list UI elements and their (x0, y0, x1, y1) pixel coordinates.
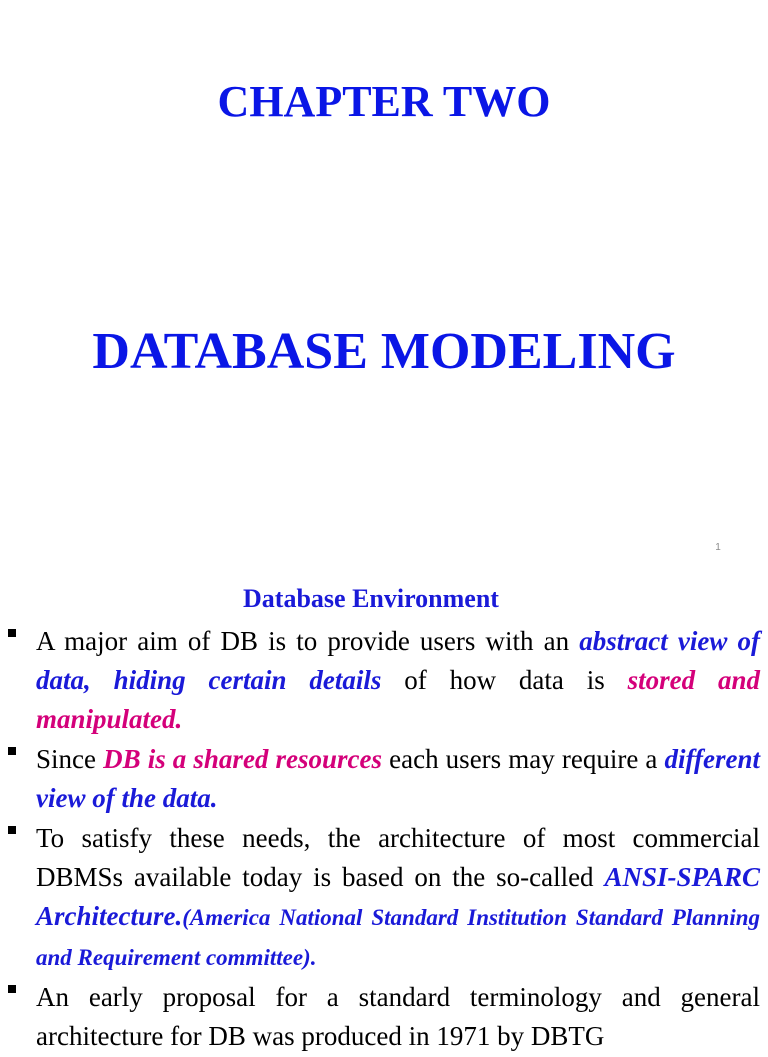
bullet-2-highlight-view: different view of the data. (36, 744, 760, 813)
square-bullet-icon (8, 622, 20, 661)
square-bullet-icon (8, 740, 20, 779)
bullet-3-highlight-ansi: ANSI-SPARC Architecture. (36, 862, 760, 931)
bullet-item-3 (36, 819, 760, 977)
database-environment-slide (0, 576, 768, 1051)
square-bullet-icon (8, 819, 20, 858)
square-bullet-icon (8, 978, 20, 1017)
slide-page-number: 1 (715, 542, 721, 553)
bullet-2-text-b: each users may require a (382, 744, 665, 774)
bullet-1-text-b: of how data is (381, 665, 628, 695)
bullet-3-highlight-ansi-expansion: (America National Standard Institution Standard Planning and Requirement committee). (36, 905, 760, 970)
slide-main-title: DATABASE MODELING (92, 323, 676, 380)
bullet-item-1 (36, 622, 760, 739)
bullet-2-text-a: Since (36, 744, 104, 774)
chapter-title: CHAPTER TWO (217, 77, 551, 126)
section-heading: Database Environment (243, 584, 499, 613)
bullet-item-2 (36, 740, 760, 818)
bullet-1-highlight-stored: stored and manipulated. (36, 665, 760, 734)
bullet-3-text-a: To satisfy these needs, the architecture of most commercial DBMSs available today is based on the so-called (36, 823, 760, 892)
bullet-item-4 (36, 978, 760, 1056)
bullet-list (36, 622, 760, 1057)
bullet-4-text-a: An early proposal for a standard terminology and general architecture for DB was produced in 1971 by DBTG (36, 982, 760, 1051)
bullet-1-highlight-abstract-view: abstract view of data, hiding certain details (36, 626, 760, 695)
bullet-1-text-a: A major aim of DB is to provide users with an (36, 626, 580, 656)
bullet-2-highlight-shared: DB is a shared resources (103, 744, 383, 774)
